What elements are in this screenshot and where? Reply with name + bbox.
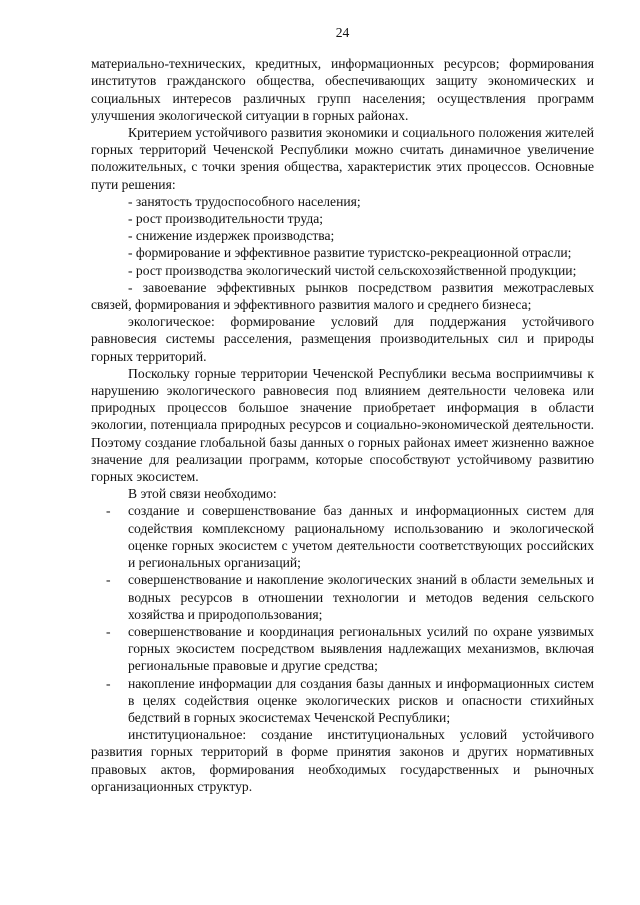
paragraph-necessary: В этой связи необходимо: xyxy=(128,486,277,502)
paragraph-institutional: институциональное: создание институциональных условий устойчивого развития горных территорий в форме принятия законов и других нормативных правовых актов, формирования необходимых государственных и рыночных организационных структур. xyxy=(91,727,594,794)
necessity-bullet-list xyxy=(91,502,594,726)
bullet-text: совершенствование и координация региональных усилий по охране уязвимых горных экосистем посредством выявления надлежащих механизмов, включая региональные правовые и другие средства; xyxy=(128,623,594,674)
paragraph-since: Поскольку горные территории Чеченской Республики весьма восприимчивы к нарушению экологического равновесия под влиянием деятельности человека или природных процессов большое значение приобретает информация в области экологии, потенциала природных ресурсов и социально-экономической деятельности. Поэтому создание глобальной базы данных о горных районах имеет жизненно важное значение для реализации программ, которые способствуют устойчивому развитию горных экосистем. xyxy=(91,365,594,485)
paragraph-intro: материально-технических, кредитных, информационных ресурсов; формирования институтов гражданского общества, обеспечивающих защиту экономических и социальных интересов различных групп населения; осуществления программ улучшения экологической ситуации в горных районах. xyxy=(91,56,594,123)
paragraph-criterion: Критерием устойчивого развития экономики и социального положения жителей горных территорий Чеченской Республики можно считать динамичное увеличение положительных, с точки зрения общества, характеристик этих процессов. Основные пути решения: xyxy=(91,125,594,192)
solution-path-item: - рост производства экологический чистой сельскохозяйственной продукции; xyxy=(128,262,577,278)
bullet-text: совершенствование и накопление экологических знаний в области земельных и водных ресурсов в отношении технологии и методов ведения сельского хозяйства и природопользования; xyxy=(128,572,594,622)
bullet-item xyxy=(91,502,594,571)
solution-path-item: - занятость трудоспособного населения; xyxy=(128,193,361,209)
solution-path-item: - снижение издержек производства; xyxy=(128,228,335,244)
document-page xyxy=(91,24,594,795)
bullet-item xyxy=(91,623,594,675)
page-number: 24 xyxy=(335,25,350,40)
bullet-text: создание и совершенствование баз данных и информационных систем для содействия комплексному рациональному использованию и экологической оценке горных экосистем с учетом деятельности соответствующих российских и региональных организаций; xyxy=(128,503,594,571)
bullet-marker: - xyxy=(106,675,111,691)
bullet-item xyxy=(91,571,594,623)
bullet-marker: - xyxy=(106,623,111,639)
bullet-marker: - xyxy=(106,572,111,588)
solution-path-item: - формирование и эффективное развитие туристско-рекреационной отрасли; xyxy=(128,245,572,261)
solution-path-item: - завоевание эффективных рынков посредством развития межотраслевых связей, формирования и эффективного развития малого и среднего бизнеса; xyxy=(91,279,594,313)
bullet-marker: - xyxy=(106,503,111,519)
solution-path-item: - рост производительности труда; xyxy=(128,211,324,227)
paragraph-ecological: экологическое: формирование условий для поддержания устойчивого равновесия системы расселения, размещения производительных сил и природы горных территорий. xyxy=(91,314,594,364)
solution-paths-list xyxy=(91,193,594,313)
bullet-text: накопление информации для создания базы данных и информационных систем в целях содействия оценке экологических рисков и опасности стихийных бедствий в горных экосистемах Чеченской Республики; xyxy=(128,675,594,725)
bullet-item xyxy=(91,675,594,727)
